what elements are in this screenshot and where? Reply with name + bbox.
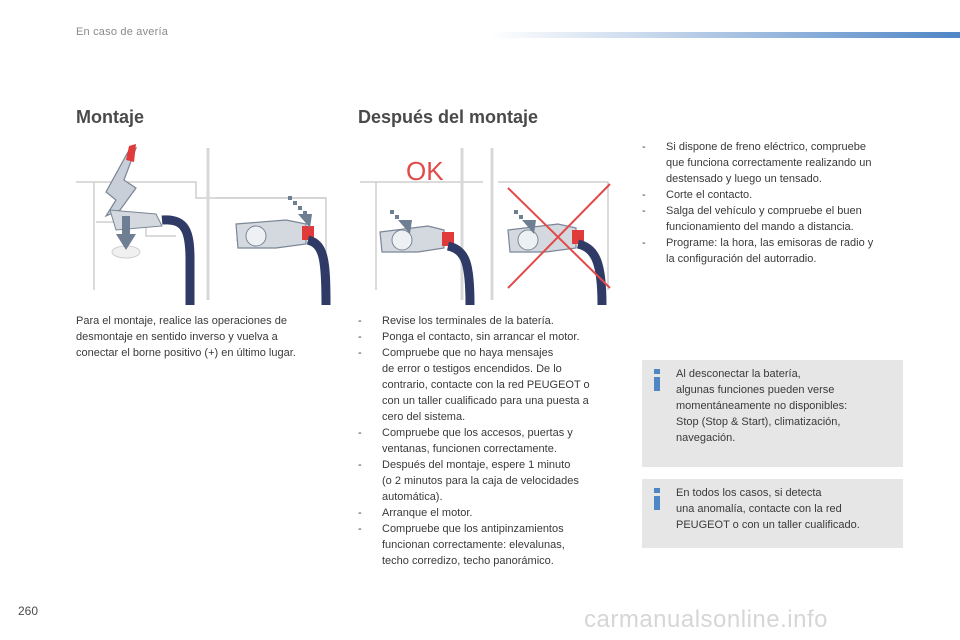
despues-checklist <box>358 313 624 569</box>
battery-cable <box>162 220 190 305</box>
info-icon <box>652 488 662 510</box>
info-box-battery: Al desconectar la batería, algunas funciones pueden verse momentáneamente no disponibles: Stop (Stop & Start), climatización, navegación. <box>642 360 903 467</box>
list-item: - Programe: la hora, las emisoras de radio y la configuración del autorradio. <box>642 235 912 267</box>
header-accent-bar <box>490 32 960 38</box>
list-item: - Ponga el contacto, sin arrancar el motor. <box>358 329 624 345</box>
section-title: En caso de avería <box>76 26 169 38</box>
montaje-paragraph: Para el montaje, realice las operaciones de desmontaje en sentido inverso y vuelva a conectar el borne positivo (+) en último lugar. <box>76 315 296 359</box>
despues-heading: Después del montaje <box>358 107 539 127</box>
list-item: - Revise los terminales de la batería. <box>358 313 624 329</box>
montaje-illustration <box>76 140 338 305</box>
page-number: 260 <box>18 604 39 618</box>
despues-illustration <box>358 140 620 305</box>
terminal-red-cap <box>126 144 136 162</box>
list-item: - Si dispone de freno eléctrico, compruebe que funciona correctamente realizando un destensado y luego un tensado. <box>642 139 912 187</box>
list-item: - Después del montaje, espere 1 minuto (o 2 minutos para la caja de velocidades automática). <box>358 457 624 505</box>
list-item: - Corte el contacto. <box>642 187 912 203</box>
info-box-anomaly: En todos los casos, si detecta una anomalía, contacte con la red PEUGEOT o con un taller cualificado. <box>642 479 903 548</box>
list-item: - Compruebe que no haya mensajes de error o testigos encendidos. De lo contrario, contacte con la red PEUGEOT o con un taller cualificado para una puesta a cero del sistema. <box>358 345 624 425</box>
list-item: - Compruebe que los antipinzamientos funcionan correctamente: elevalunas, techo corredizo, techo panorámico. <box>358 521 624 569</box>
watermark: carmanualsonline.info <box>584 606 828 633</box>
info-icon <box>652 369 662 391</box>
despues-checklist-continued <box>642 139 912 267</box>
ok-label: OK <box>406 156 444 186</box>
list-item: - Compruebe que los accesos, puertas y ventanas, funcionen correctamente. <box>358 425 624 457</box>
list-item: - Salga del vehículo y compruebe el buen funcionamiento del mando a distancia. <box>642 203 912 235</box>
list-item: - Arranque el motor. <box>358 505 624 521</box>
montaje-heading: Montaje <box>76 107 145 127</box>
